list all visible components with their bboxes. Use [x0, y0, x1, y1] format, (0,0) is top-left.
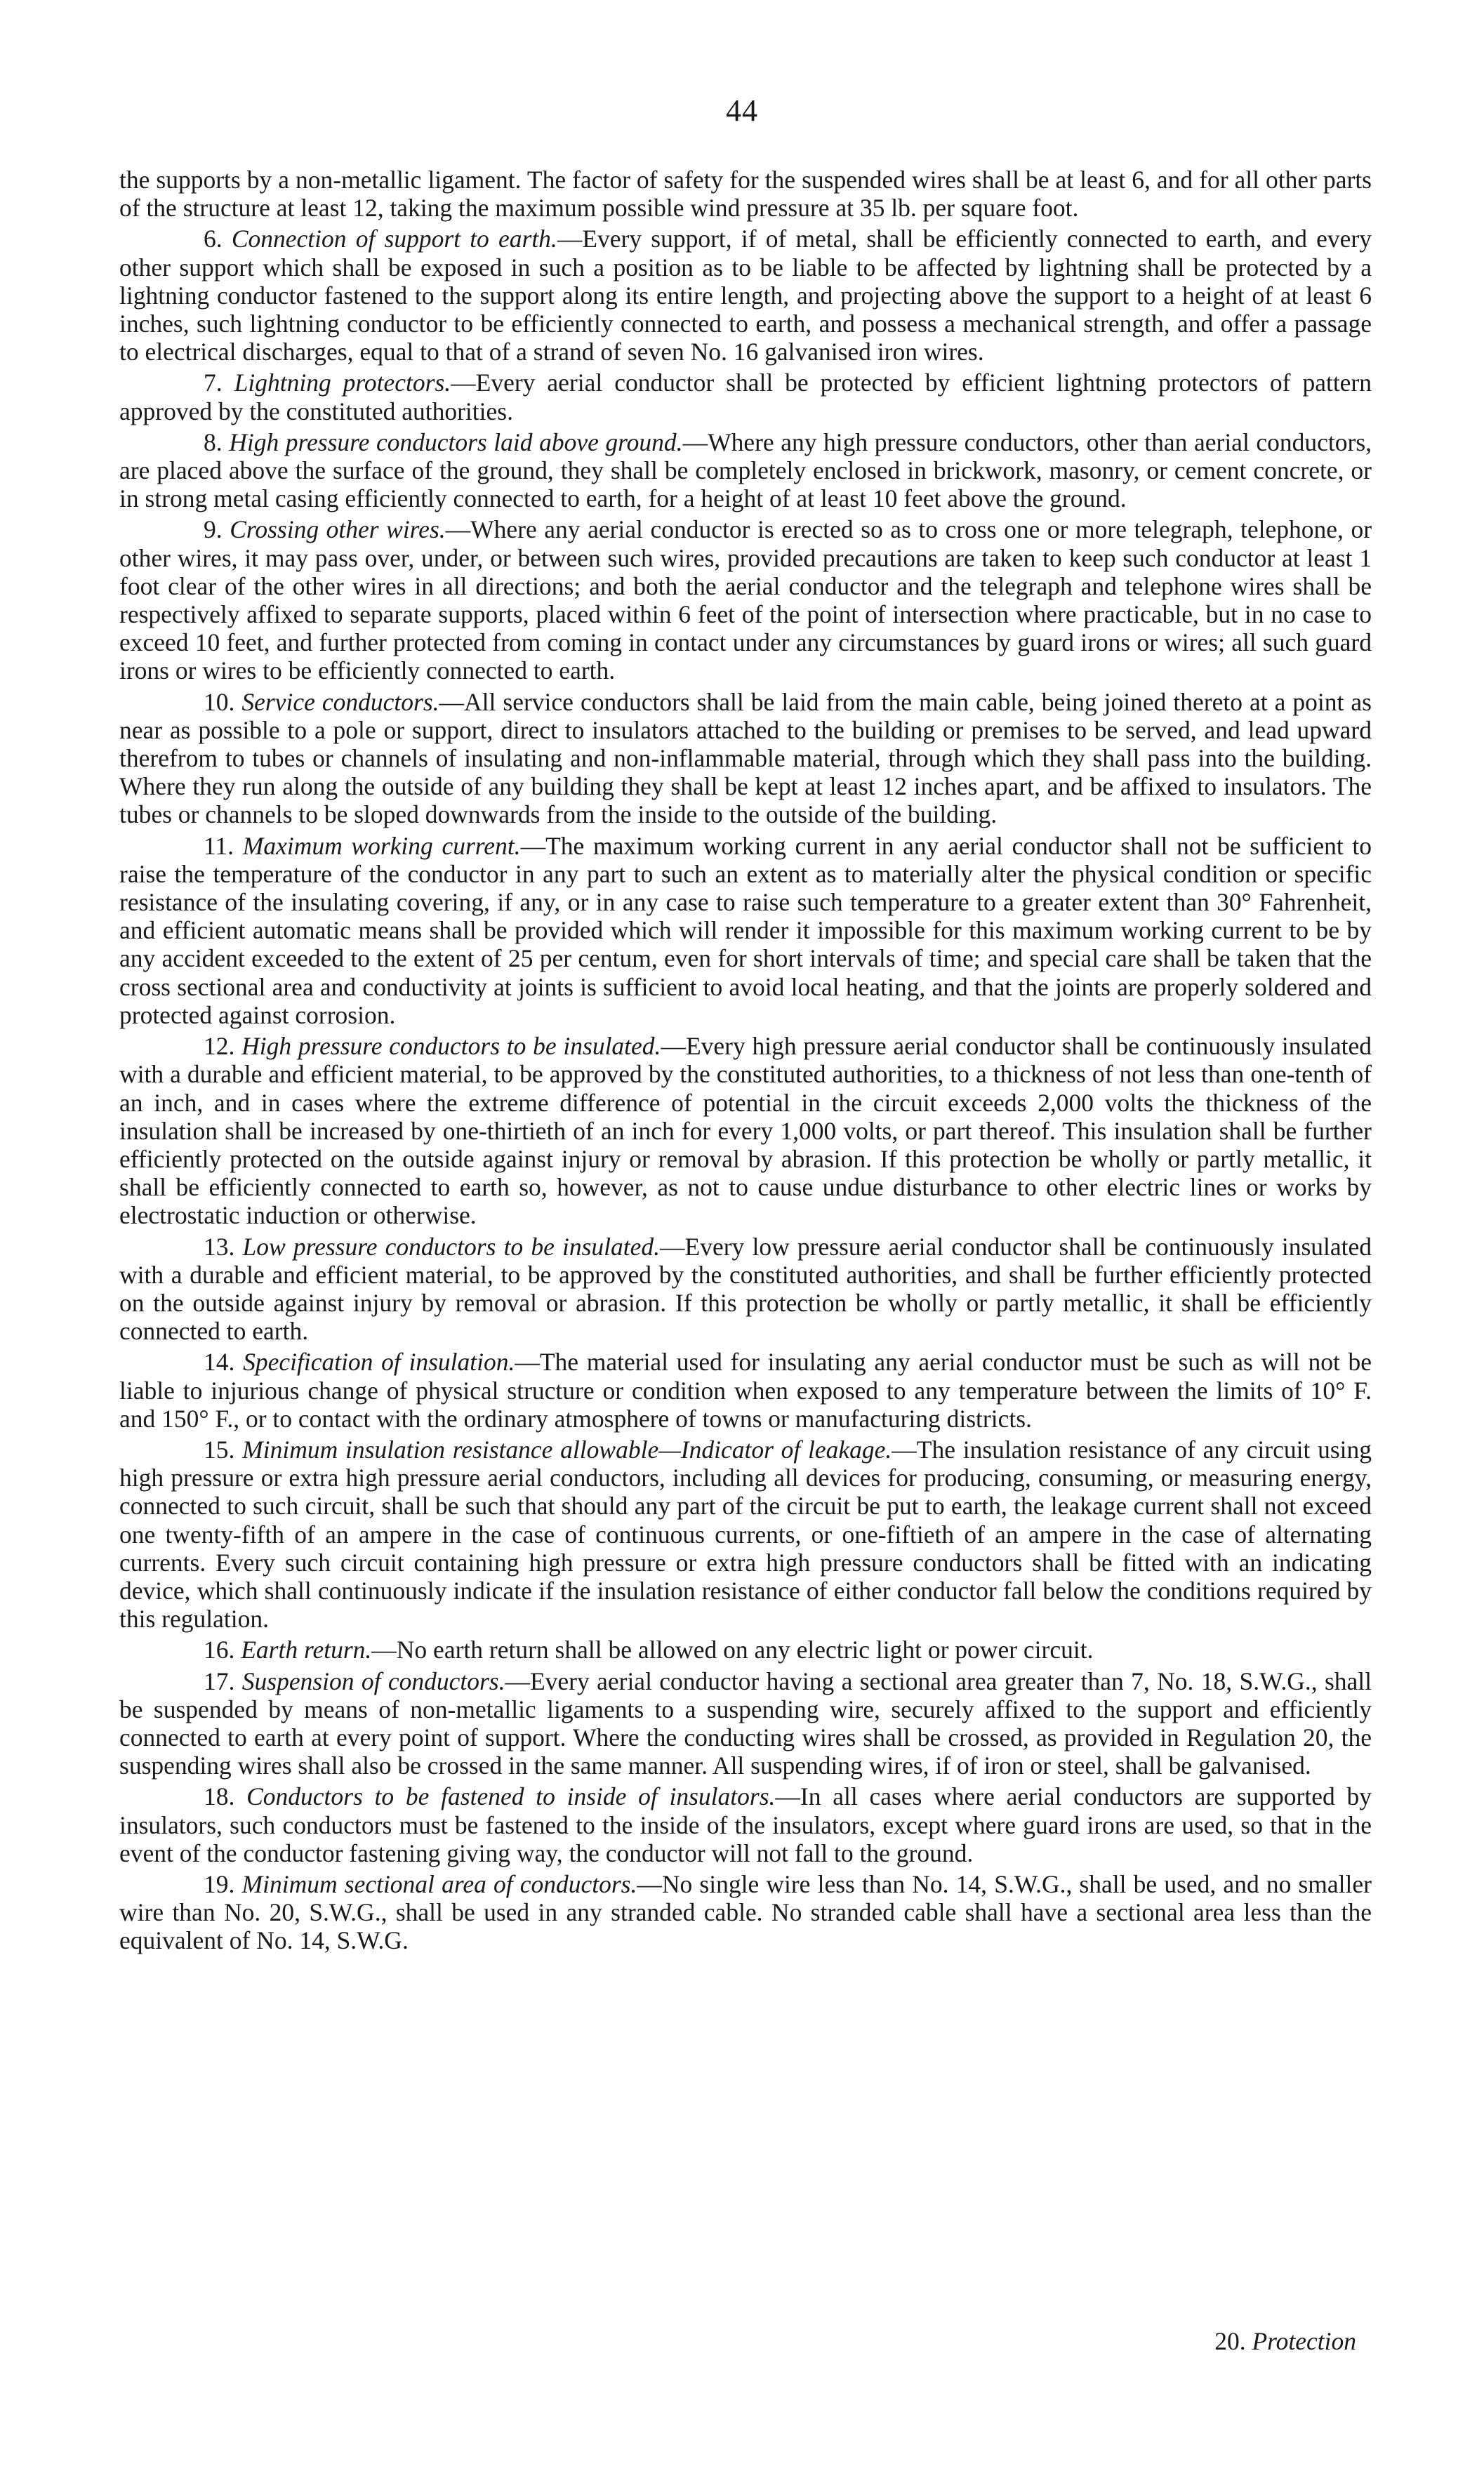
regulation-text: —Where any high pressure conductors, other than aerial conductors, are placed above the surface of the ground, they shall be completely enclosed in brickwork, masonry, or cement concrete, or in strong metal casing efficiently connected to earth, for a height of at least 10 feet above the ground.	[119, 428, 1372, 513]
regulation-17	[119, 1667, 1372, 1780]
regulation-text: —The maximum working current in any aerial conductor shall not be sufficient to raise the temperature of the conductor in any part to such an extent as to materially alter the physical condition or specific resistance of the insulating covering, if any, or in any case to raise such temperature to a greater extent than 30° Fahrenheit, and efficient automatic means shall be provided which will render it impossible for this maximum working current to be by any accident exceeded to the extent of 25 per centum, even for short intervals of time; and special care shall be taken that the cross sectional area and conductivity at joints is sufficient to avoid local heating, and that the joints are properly soldered and protected against corrosion.	[119, 831, 1372, 1029]
regulation-number: 7.	[204, 369, 223, 397]
paragraph-continuation	[119, 166, 1372, 222]
regulation-8	[119, 428, 1372, 513]
regulation-text: —No single wire less than No. 14, S.W.G., shall be used, and no smaller wire than No. 20, S.W.G., shall be used in any stranded cable. No stranded cable shall have a sectional area less than the equivalent of No. 14, S.W.G.	[119, 1869, 1372, 1955]
regulation-heading: Suspension of conductors.	[241, 1667, 505, 1695]
regulation-number: 18.	[204, 1782, 235, 1811]
regulation-heading: Earth return.	[241, 1636, 372, 1664]
regulation-text: —Every aerial conductor having a sectional area greater than 7, No. 18, S.W.G., shall be suspended by means of non-metallic ligaments to a suspending wire, securely affixed to the support and efficiently connected to earth at every point of support. Where the conducting wires shall be crossed, as provided in Regulation 20, the suspending wires shall also be crossed in the same manner. All suspending wires, if of iron or steel, shall be galvanised.	[119, 1667, 1372, 1780]
regulation-number: 17.	[204, 1667, 235, 1695]
regulation-heading: Connection of support to earth.	[231, 225, 557, 253]
regulation-heading: Service conductors.	[241, 687, 439, 716]
regulation-text: —Every high pressure aerial conductor shall be continuously insulated with a durable and efficient material, to be approved by the constituted authorities, to a thickness of not less than one-tenth of an inch, and in cases where the extreme difference of potential in the circuit exceeds 2,000 volts the thickness of the insulation shall be increased by one-thirtieth of an inch for every 1,000 volts, or part thereof. This insulation shall be further efficiently protected on the outside against injury or removal by abrasion. If this protection be wholly or partly metallic, it shall be efficiently connected to earth so, however, as not to cause undue disturbance to other electric lines or works by electrostatic induction or otherwise.	[119, 1032, 1372, 1230]
regulation-number: 6.	[204, 225, 223, 253]
regulation-6	[119, 225, 1372, 366]
regulation-number: 11.	[204, 831, 234, 860]
regulation-14	[119, 1348, 1372, 1433]
regulation-10	[119, 688, 1372, 829]
paragraph-text: the supports by a non-metallic ligament. The factor of safety for the suspended wires shall be at least 6, and for all other parts of the structure at least 12, taking the maximum possible wind pressure at 35 lb. per square foot.	[119, 166, 1372, 223]
catchword-number: 20.	[1214, 2327, 1246, 2355]
regulation-heading: High pressure conductors to be insulated.	[241, 1032, 661, 1061]
page-number: 44	[726, 93, 758, 128]
regulation-12	[119, 1032, 1372, 1229]
regulation-heading: Maximum working current.	[242, 831, 521, 860]
regulation-number: 14.	[204, 1348, 235, 1377]
regulation-number: 8.	[204, 428, 223, 456]
regulation-15	[119, 1436, 1372, 1633]
regulation-18	[119, 1782, 1372, 1867]
regulation-heading: Minimum insulation resistance allowable—Indicator of leakage.	[242, 1435, 892, 1464]
regulation-heading: Specification of insulation.	[243, 1348, 515, 1377]
regulation-text: —Every aerial conductor shall be protected by efficient lightning protectors of pattern approved by the constituted authorities.	[119, 369, 1372, 425]
regulation-number: 16.	[204, 1636, 235, 1664]
regulation-text: —Every low pressure aerial conductor shall be continuously insulated with a durable and efficient material, to be approved by the constituted authorities, and shall be further efficiently protected on the outside against injury by removal or abrasion. If this protection be wholly or partly metallic, it shall be efficiently connected to earth.	[119, 1232, 1372, 1346]
regulation-heading: High pressure conductors laid above ground.	[229, 428, 683, 456]
regulation-number: 19.	[204, 1869, 235, 1898]
regulation-9	[119, 515, 1372, 684]
regulation-number: 9.	[204, 515, 223, 544]
regulation-number: 13.	[204, 1232, 235, 1261]
regulation-number: 12.	[204, 1032, 235, 1061]
regulation-number: 10.	[204, 687, 235, 716]
regulation-text: —The material used for insulating any aerial conductor must be such as will not be liable to injurious change of physical structure or condition when exposed to any temperature between the limits of 10° F. and 150° F., or to contact with the ordinary atmosphere of towns or manufacturing districts.	[119, 1348, 1372, 1433]
regulation-heading: Crossing other wires.	[230, 515, 446, 544]
catchword	[1214, 2326, 1356, 2356]
body-text	[119, 166, 1372, 1958]
regulation-heading: Conductors to be fastened to inside of insulators.	[246, 1782, 776, 1811]
regulation-text: —Where any aerial conductor is erected so as to cross one or more telegraph, telephone, or other wires, it may pass over, under, or between such wires, provided precautions are taken to keep such conductor at least 1 foot clear of the other wires in all directions; and both the aerial conductor and the telegraph and telephone wires shall be respectively affixed to separate supports, placed within 6 feet of the point of intersection where practicable, but in no case to exceed 10 feet, and further protected from coming in contact under any circumstances by guard irons or wires; all such guard irons or wires to be efficiently connected to earth.	[119, 515, 1372, 685]
regulation-text: —Every support, if of metal, shall be efficiently connected to earth, and every other support which shall be exposed in such a position as to be liable to be affected by lightning shall be protected by a lightning conductor fastened to the support along its entire length, and projecting above the support to a height of at least 6 inches, such lightning conductor to be efficiently connected to earth, and possess a mechanical strength, and offer a passage to electrical discharges, equal to that of a strand of seven No. 16 galvanised iron wires.	[119, 225, 1372, 366]
regulation-text: —All service conductors shall be laid from the main cable, being joined thereto at a point as near as possible to a pole or support, direct to insulators attached to the building or premises to be served, and lead upward therefrom to tubes or channels of insulating and non-inflammable material, through which they shall pass into the building. Where they run along the outside of any building they shall be kept at least 12 inches apart, and be affixed to insulators. The tubes or channels to be sloped downwards from the inside to the outside of the building.	[119, 687, 1372, 829]
regulation-heading: Lightning protectors.	[234, 369, 451, 397]
regulation-text: —The insulation resistance of any circuit using high pressure or extra high pressure aerial conductors, including all devices for producing, consuming, or measuring energy, connected to such circuit, shall be such that should any part of the circuit be put to earth, the leakage current shall not exceed one twenty-fifth of an ampere in the case of continuous currents, or one-fiftieth of an ampere in the case of alternating currents. Every such circuit containing high pressure or extra high pressure conductors shall be fitted with an indicating device, which shall continuously indicate if the insulation resistance of either conductor fall below the conditions required by this regulation.	[119, 1435, 1372, 1634]
regulation-13	[119, 1233, 1372, 1346]
regulation-heading: Low pressure conductors to be insulated.	[242, 1232, 661, 1261]
regulation-text: —In all cases where aerial conductors are supported by insulators, such conductors must be fastened to the inside of the insulators, except where guard irons are used, so that in the event of the conductor fastening giving way, the conductor will not fall to the ground.	[119, 1782, 1372, 1867]
catchword-word: Protection	[1252, 2327, 1356, 2355]
regulation-heading: Minimum sectional area of conductors.	[241, 1869, 637, 1898]
regulation-7	[119, 369, 1372, 425]
regulation-number: 15.	[204, 1435, 235, 1464]
regulation-19	[119, 1870, 1372, 1955]
regulation-16	[119, 1636, 1372, 1664]
regulation-text: —No earth return shall be allowed on any electric light or power circuit.	[371, 1636, 1094, 1664]
regulation-11	[119, 832, 1372, 1029]
